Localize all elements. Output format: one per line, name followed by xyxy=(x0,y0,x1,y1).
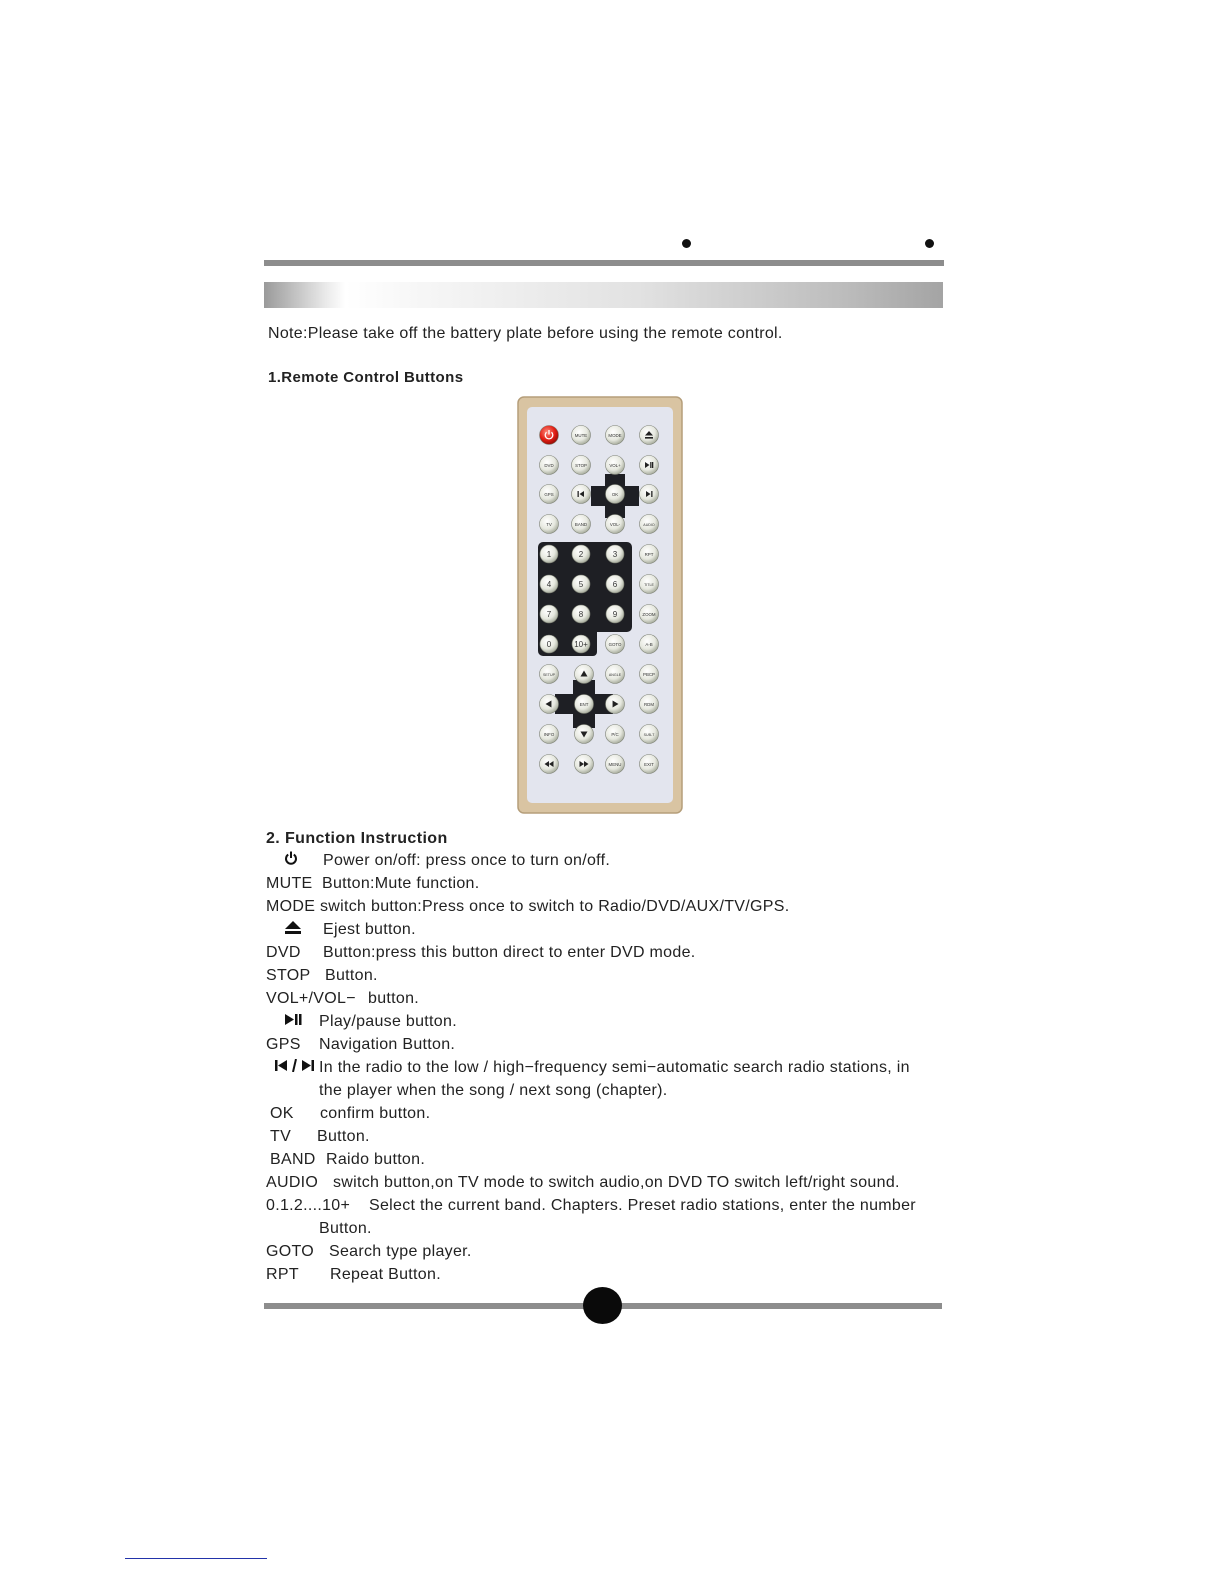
tv-button xyxy=(540,515,559,534)
angle-button xyxy=(606,665,625,684)
function-item-prev-next-cont xyxy=(319,1081,668,1101)
play-pause-button xyxy=(640,456,659,475)
eject-icon xyxy=(284,920,302,941)
remote-button-label: 6 xyxy=(612,580,618,589)
numpad-button-6 xyxy=(606,575,624,593)
function-desc: In the radio to the low / high−frequency semi−automatic search radio stations, in xyxy=(319,1059,910,1076)
section-title-remote-buttons: 1.Remote Control Buttons xyxy=(268,369,464,386)
function-item-power xyxy=(284,851,611,872)
power-icon xyxy=(284,851,300,872)
remote-button-label: RDM xyxy=(644,701,654,707)
numpad-button-5 xyxy=(572,575,590,593)
remote-button-label: EXIT xyxy=(644,761,654,767)
up-button xyxy=(575,665,594,684)
remote-button-label: P/C xyxy=(611,731,619,737)
remote-button-label: INFO xyxy=(543,731,555,737)
zoom-button xyxy=(640,605,659,624)
function-item-eject xyxy=(284,920,416,941)
function-item-numbers-cont xyxy=(319,1219,372,1239)
remote-button-label: 8 xyxy=(578,610,584,619)
remote-button-label: GOTO xyxy=(608,641,622,647)
function-desc: Button:press this button direct to enter DVD mode. xyxy=(323,944,696,961)
remote-button-label: A-B xyxy=(645,641,653,647)
function-desc: switch button,on TV mode to switch audio,on DVD TO switch left/right sound. xyxy=(333,1174,900,1191)
function-key: OK xyxy=(270,1105,294,1122)
numpad-button-7 xyxy=(540,605,558,623)
remote-button-label: GPS xyxy=(544,491,554,497)
function-desc: Select the current band. Chapters. Preset radio stations, enter the number xyxy=(369,1197,916,1214)
function-item-dvd xyxy=(266,943,696,963)
function-item-mode xyxy=(266,897,790,917)
function-desc: Button. xyxy=(317,1128,370,1145)
remote-control-image xyxy=(517,396,683,814)
section-title-function-instruction: 2. Function Instruction xyxy=(266,830,448,847)
function-key: GPS xyxy=(266,1036,301,1053)
function-item-ok xyxy=(270,1104,431,1124)
remote-button-label: BAND xyxy=(574,521,588,527)
function-desc: Navigation Button. xyxy=(319,1036,456,1053)
remote-button-label: 5 xyxy=(578,580,584,589)
function-desc: Button:Mute function. xyxy=(322,875,480,892)
header-dot-right xyxy=(925,239,934,248)
play-pause-icon xyxy=(284,1012,302,1032)
left-button xyxy=(540,695,559,714)
function-desc: the player when the song / next song (chapter). xyxy=(319,1082,668,1099)
remote-button-label: RPT xyxy=(644,551,654,557)
remote-button-label: 1 xyxy=(546,550,552,559)
numpad-button-3 xyxy=(606,545,624,563)
numpad-button-2 xyxy=(572,545,590,563)
battery-note: Note:Please take off the battery plate before using the remote control. xyxy=(268,325,783,342)
remote-button-label: MUTE xyxy=(574,432,588,438)
eject-button xyxy=(640,426,659,445)
remote-button-label: TITLE xyxy=(644,582,654,587)
function-item-play-pause xyxy=(284,1012,457,1032)
enter-button xyxy=(575,695,594,714)
rpt-button xyxy=(640,545,659,564)
remote-button-label: 0 xyxy=(546,640,552,649)
rewind-button xyxy=(540,755,559,774)
function-item-prev-next xyxy=(274,1058,910,1078)
remote-button-label: SUB-T xyxy=(643,732,655,737)
top-rule xyxy=(264,260,944,266)
ok-button xyxy=(606,485,625,504)
function-desc: Button. xyxy=(319,1220,372,1237)
function-desc: button. xyxy=(368,990,420,1007)
pc-button xyxy=(606,725,625,744)
audio-button xyxy=(640,515,659,534)
remote-button-label: MODE xyxy=(608,432,622,438)
function-desc: Button. xyxy=(325,967,378,984)
vol-down-button xyxy=(606,515,625,534)
function-item-stop xyxy=(266,966,378,986)
numpad-button-4 xyxy=(540,575,558,593)
vol-up-button xyxy=(606,456,625,475)
remote-button-label: 2 xyxy=(578,550,584,559)
remote-button-label: 7 xyxy=(546,610,552,619)
function-key: 0.1.2....10+ xyxy=(266,1197,351,1214)
gps-button xyxy=(540,485,559,504)
function-item-rpt xyxy=(266,1265,441,1285)
fast-forward-button xyxy=(575,755,594,774)
setup-button xyxy=(540,665,559,684)
numpad-button-0 xyxy=(540,635,558,653)
prev-next-icon xyxy=(274,1058,316,1078)
footnote-rule xyxy=(125,1558,267,1559)
remote-button-label: TV xyxy=(546,521,552,527)
function-key: TV xyxy=(270,1128,292,1145)
menu-button xyxy=(606,755,625,774)
down-button xyxy=(575,725,594,744)
function-desc: Repeat Button. xyxy=(330,1266,441,1283)
right-button xyxy=(606,695,625,714)
function-item-numbers xyxy=(266,1196,916,1216)
function-item-goto xyxy=(266,1242,472,1262)
prev-button xyxy=(572,485,591,504)
page-number-badge xyxy=(583,1287,622,1324)
remote-button-label: AUDIO xyxy=(643,522,655,527)
band-button xyxy=(572,515,591,534)
remote-button-label: PBCP xyxy=(643,671,655,677)
stop-button xyxy=(572,456,591,475)
function-key: DVD xyxy=(266,944,301,961)
function-item-volume xyxy=(266,989,420,1009)
function-key: AUDIO xyxy=(266,1174,319,1191)
function-desc: Ejest button. xyxy=(323,921,416,938)
numpad-button-10plus xyxy=(572,635,590,653)
function-item-tv xyxy=(270,1127,370,1147)
function-key: VOL+/VOL− xyxy=(266,990,356,1007)
remote-button-label: 4 xyxy=(546,580,552,589)
numpad-button-8 xyxy=(572,605,590,623)
function-item-gps xyxy=(266,1035,456,1055)
function-desc: Search type player. xyxy=(329,1243,472,1260)
function-desc: Play/pause button. xyxy=(319,1013,457,1030)
remote-button-label: ANGLE xyxy=(608,672,622,677)
title-button xyxy=(640,575,659,594)
function-item-audio xyxy=(266,1173,900,1193)
section-banner xyxy=(264,282,943,308)
function-key: RPT xyxy=(266,1266,299,1283)
numpad-button-1 xyxy=(540,545,558,563)
dvd-button xyxy=(540,456,559,475)
function-desc: Raido button. xyxy=(326,1151,426,1168)
function-key: STOP xyxy=(266,967,311,984)
function-key: BAND xyxy=(270,1151,316,1168)
power-button xyxy=(540,426,559,445)
remote-button-label: DVD xyxy=(544,462,554,468)
function-desc: confirm button. xyxy=(320,1105,431,1122)
function-desc: switch button:Press once to switch to Radio/DVD/AUX/TV/GPS. xyxy=(320,898,790,915)
function-key: MODE xyxy=(266,898,316,915)
remote-button-label: VOL- xyxy=(609,521,621,527)
next-button xyxy=(640,485,659,504)
rdm-button xyxy=(640,695,659,714)
goto-button xyxy=(606,635,625,654)
ab-button xyxy=(640,635,659,654)
remote-button-label: STOP xyxy=(575,462,587,468)
remote-button-label: SETUP xyxy=(543,672,555,677)
remote-button-label: 9 xyxy=(612,610,618,619)
mode-button xyxy=(606,426,625,445)
remote-button-label: 10+ xyxy=(574,640,588,649)
remote-button-label: OK xyxy=(611,491,619,497)
function-key: GOTO xyxy=(266,1243,315,1260)
mute-button xyxy=(572,426,591,445)
remote-button-label: MENU xyxy=(608,761,622,767)
remote-button-label: ENT xyxy=(579,701,589,707)
function-item-band xyxy=(270,1150,426,1170)
exit-button xyxy=(640,755,659,774)
subtitle-button xyxy=(640,725,659,744)
function-key: MUTE xyxy=(266,875,313,892)
function-desc: Power on/off: press once to turn on/off. xyxy=(323,852,611,869)
header-dot-left xyxy=(682,239,691,248)
function-item-mute xyxy=(266,874,480,894)
pbc-button xyxy=(640,665,659,684)
numpad-button-9 xyxy=(606,605,624,623)
remote-button-label: VOL+ xyxy=(609,462,621,468)
remote-button-label: ZOOM xyxy=(642,611,656,617)
remote-button-label: 3 xyxy=(612,550,618,559)
info-button xyxy=(540,725,559,744)
